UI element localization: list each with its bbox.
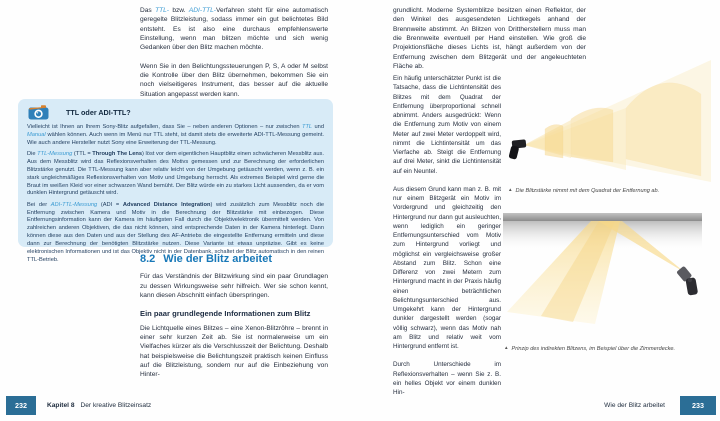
- figure-caption: [508, 187, 720, 194]
- caption-text: Prinzip des indirekten Blitzens, im Beispiel über die Zimmerdecke.: [511, 346, 676, 352]
- flash-unit-icon: [676, 266, 698, 296]
- subsection-heading: Ein paar grundlegende Informationen zum Blitz: [140, 309, 311, 319]
- text-run: Das: [140, 7, 156, 14]
- triangle-up-marker: ▲: [504, 345, 509, 350]
- chapter-label: Kapitel 8: [47, 402, 75, 409]
- flash-unit-icon: [508, 139, 526, 159]
- camera-icon: [28, 105, 49, 120]
- projection-screen-1m: [545, 125, 563, 158]
- chapter-title: Der kreative Blitzeinsatz: [80, 402, 152, 409]
- caption-text: Die Blitzstärke nimmt mit dem Quadrat der Entfernung ab.: [515, 188, 660, 194]
- body-paragraph: grundlicht. Moderne Systemblitze besitzen einen Reflektor, der den Winkel des ausgesendeten Lichtkegels anhand der Brennweite abstimmt. An Blitzen von Drittherstellern muss man die Brennweite eventuell per Hand einstellen. Wie groß die Projektionsfläche dieses Lichts ist, hängt außerdem von der Entfernung zwischen dem Blitzgerät und der angeleuchteten Fläche ab.: [393, 7, 586, 71]
- text-run: ) löst vor dem eigentlichen Hauptblitz einen schwächeren Messblitz aus. Aus dem Messblitz wird das Reflexionsverhalten des Motivs gemessen und zur Berechnung der erforderlichen Blitzstärke genutzt. Die TTL-Messung kann aber relativ leicht von der Umgebung getäuscht werden, wenn z. B. ein stark ungleichmäßiges Reflexionsverhalten von Motiv und Umgebung herrscht. Als extremes Beispiel wird gerne die Braut im weißen Kleid vor einer schwarzen Wand bemüht. Der Blitz würde ein zu starkes Licht aussenden, da er vom dunklen Hintergrund getäuscht wird.: [27, 151, 324, 197]
- page-number-badge: 232: [6, 396, 36, 415]
- text-run: (ADI =: [97, 201, 123, 208]
- text-run-bold: Through The Lens: [92, 151, 143, 158]
- info-box-header: [28, 105, 131, 120]
- left-column-bottom: [140, 255, 328, 389]
- footer-chapter: [47, 402, 151, 409]
- text-run: Verfahren steht für eine automatisch geregelte Blitzleistung, sodass immer ein gut belichtetes Bild entsteht. Es ist also eine durchaus empfehlenswerte Einstellung, wenn man blitzen möchte und sich wenig Gedanken über den Blitz machen möchte.: [140, 7, 328, 52]
- right-column-narrow: [393, 74, 501, 406]
- section-heading: [140, 255, 328, 264]
- body-paragraph: Wenn Sie in den Belichtungssteuerungen P, S, A oder M selbst die Kontrolle über den Blitz übernehmen, bekommen Sie ein noch vielseitigeres Instrument, das besser auf die aktuelle Situation angepasst werden kann.: [140, 62, 328, 98]
- body-paragraph: Aus diesem Grund kann man z. B. mit nur einem Blitzgerät ein Motiv im Vordergrund und gleichzeitig den Hintergrund nur dann gut ausleuchten, wenn lediglich ein geringer Entfernungsunterschied vom Motiv zum Hintergrund vorliegt und möglichst ein vergleichsweise großer Abstand zum Blitz. Schon eine Differenz von zwei Metern zum Hintergrund macht in der Praxis häufig einen beträchtlichen Belichtungsunterschied aus. Umgekehrt kann der Hintergrund dunkler dargestellt werden (sogar völlig schwarz), wenn das Motiv nah am Blitz und relativ weit vom Hintergrund entfernt ist.: [393, 185, 501, 350]
- section-number: 8.2: [140, 253, 156, 265]
- text-run: Die: [27, 151, 38, 158]
- body-paragraph: Durch Unterschiede im Reflexionsverhalten – wenn Sie z. B. ein helles Objekt vor einem dunklen Hin-: [393, 361, 501, 396]
- link-adi-ttl-messung[interactable]: ADI-TTL-Messung: [50, 201, 98, 208]
- footer-section: [520, 402, 665, 409]
- link-ttl[interactable]: TTL-: [155, 7, 169, 14]
- link-manual[interactable]: Manual: [27, 131, 46, 138]
- info-paragraph: [27, 124, 324, 148]
- left-column-top: [140, 6, 328, 108]
- text-run: und: [312, 124, 324, 130]
- text-run: Bei der: [27, 201, 51, 208]
- body-paragraph: Für das Verständnis der Blitzwirkung sind ein paar Grundlagen zu dessen Wirkungsweise sehr hilfreich. Wer sie schon kennt, kann diesen Abschnitt einfach überspringen.: [140, 273, 328, 300]
- body-paragraph: Ein häufig unterschätzter Punkt ist die Tatsache, dass die Lichtintensität des Blitzes mit dem Quadrat der Entfernung überproportional schnell abnimmt. Anders ausgedrückt: Wenn die Entfernung zum Motiv von einem Meter auf zwei Meter verdoppelt wird, nimmt die Lichtintensität um das Vierfache ab. Steigt die Entfernung auf drei Meter, sinkt die Lichtintensität auf ein Neuntel.: [393, 75, 501, 175]
- section-title: Wie der Blitz arbeitet: [163, 253, 272, 265]
- link-ttl-messung[interactable]: TTL-Messung: [37, 151, 73, 158]
- text-run: (TTL =: [72, 151, 93, 158]
- text-run: ) wird zusätzlich zum Messblitz noch die Entfernung zwischen Kamera und Motiv in die Berechnung der Blitzstärke mit einbezogen. Diese Entfernungsinformation kann der Kamera im häufigsten Fall durch die Objektivelektronik übermittelt werden. Von zahlreichen anderen Objektiven, die das nicht können, sind entsprechende Daten in der Kamera hinterlegt. Dann können diese aus den Daten und aus der Stellung des AF-Antriebs die eingestellte Entfernung ermitteln und diese dann zur Berechnung der benötigten Blitzstärke nutzen. Diese Variante ist etwas unpräzise. Gibt es keine elektronischen Informationen und ist das Objektiv nicht in der Datenbank, schaltet der Blitz automatisch in den reinen TTL-Betrieb.: [27, 201, 325, 263]
- figure-bounce-flash-ceiling: [503, 212, 718, 342]
- link-adi-ttl[interactable]: ADI-TTL-: [188, 7, 216, 14]
- text-run-bold: Advanced Distance Integration: [122, 201, 211, 208]
- ceiling-bar: [503, 213, 702, 221]
- text-run: bzw.: [169, 7, 189, 14]
- projection-screen-2m: [571, 108, 613, 162]
- info-box-title: TTL oder ADI-TTL?: [66, 108, 131, 117]
- section-title-footer: Wie der Blitz arbeitet: [604, 402, 665, 409]
- figure-inverse-square-light-cone: [503, 58, 715, 186]
- text-run: wählen können. Auch wenn im Menü nur TTL steht, ist damit stets die erweiterte ADI-TTL-Messung gemeint. Wie auch andere Hersteller nutzt Sony eine Erweiterung der TTL-Messung.: [27, 131, 324, 146]
- text-run: Vielleicht ist Ihnen an Ihrem Sony-Blitz aufgefallen, dass Sie – neben anderen Optionen – nur zwischen: [27, 124, 302, 130]
- figure-caption: [504, 345, 716, 352]
- page-number-badge: 233: [680, 396, 716, 415]
- info-box-body: [27, 124, 324, 268]
- info-paragraph: [27, 151, 324, 198]
- link-ttl[interactable]: TTL: [301, 124, 313, 130]
- body-paragraph: [140, 6, 328, 53]
- triangle-up-marker: ▲: [508, 187, 513, 192]
- body-paragraph: Die Lichtquelle eines Blitzes – eine Xenon-Blitzröhre – brennt in einer sehr kurzen Zeit ab. Sie ist normalerweise um ein Vielfaches kürzer als die Verschlusszeit der Belichtung. Deshalb hat beispielsweise die Belichtungszeit praktisch keinen Einfluss auf die Blitzleistung, sondern nur auf die Einbeziehung von Hinter-: [140, 324, 328, 379]
